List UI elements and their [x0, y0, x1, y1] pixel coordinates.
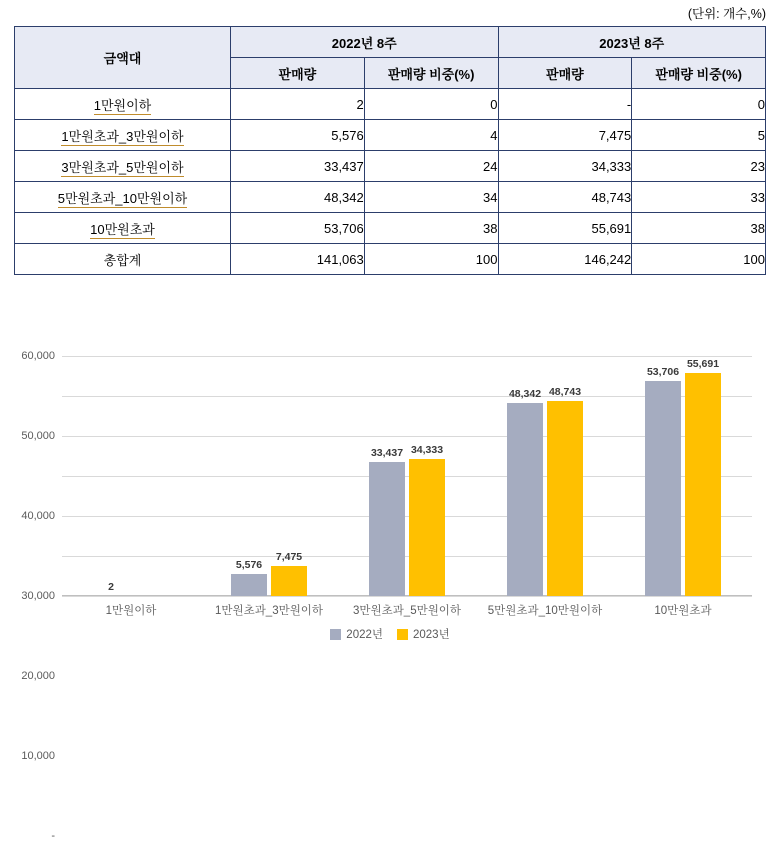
- y-axis-tick-label: 40,000: [21, 510, 55, 522]
- column-group-header-2022: 2022년 8주: [231, 27, 499, 58]
- y-axis-tick-label: 50,000: [21, 430, 55, 442]
- table-row: [15, 182, 766, 213]
- chart-bar-value-label: 48,342: [508, 387, 542, 400]
- table-row: [15, 120, 766, 151]
- column-group-header-2023: 2023년 8주: [498, 27, 766, 58]
- chart-bar-value-label: 48,743: [548, 386, 582, 399]
- cell-2023-volume: 7,475: [498, 120, 632, 151]
- legend-item[interactable]: [397, 626, 450, 642]
- cell-2022-share: 4: [364, 120, 498, 151]
- cell-2023-volume: 146,242: [498, 244, 632, 275]
- chart-bar-pair: [62, 356, 200, 596]
- cell-2022-share: 0: [364, 89, 498, 120]
- column-header-2023-share: 판매량 비중(%): [632, 58, 766, 89]
- bar-chart: [0, 344, 780, 842]
- table-row: [15, 89, 766, 120]
- cell-2023-share: 33: [632, 182, 766, 213]
- chart-bar[interactable]: [271, 551, 307, 596]
- chart-bar[interactable]: [231, 558, 267, 596]
- cell-2023-share: 0: [632, 89, 766, 120]
- y-axis-tick-label: 10,000: [21, 750, 55, 762]
- sales-table-container: [14, 26, 766, 275]
- table-head: [15, 27, 766, 89]
- chart-bar-pair: [200, 356, 338, 596]
- legend-item[interactable]: [330, 626, 383, 642]
- table-row: [15, 151, 766, 182]
- column-header-2022-share: 판매량 비중(%): [364, 58, 498, 89]
- chart-category-group: [614, 356, 752, 617]
- row-category-label: 1만원초과_3만원이하: [61, 128, 184, 144]
- cell-2022-share: 34: [364, 182, 498, 213]
- column-header-category: 금액대: [15, 27, 231, 89]
- chart-bar-value-label: 2: [108, 581, 114, 593]
- chart-bar[interactable]: [507, 387, 543, 596]
- cell-2022-share: 24: [364, 151, 498, 182]
- cell-2022-volume: 48,342: [231, 182, 365, 213]
- row-category: [15, 151, 231, 182]
- cell-2023-share: 23: [632, 151, 766, 182]
- column-header-2022-volume: 판매량: [231, 58, 365, 89]
- row-category-label: 3만원초과_5만원이하: [61, 159, 184, 175]
- chart-bar-value-label: 7,475: [275, 551, 303, 564]
- row-category: [15, 182, 231, 213]
- cell-2023-volume: 48,743: [498, 182, 632, 213]
- cell-2023-volume: 55,691: [498, 213, 632, 244]
- table-body: [15, 89, 766, 275]
- chart-category-group: [338, 356, 476, 617]
- legend-swatch: [397, 629, 408, 640]
- chart-bar[interactable]: [409, 443, 445, 596]
- y-axis-tick-label: -: [51, 830, 55, 842]
- chart-bar-pair: [614, 356, 752, 596]
- cell-2023-share: 5: [632, 120, 766, 151]
- row-category: [15, 89, 231, 120]
- row-category-label: 10만원초과: [90, 221, 155, 237]
- chart-bar-value-label: 55,691: [686, 358, 720, 371]
- chart-bar-value-label: 5,576: [235, 558, 263, 571]
- cell-2022-volume: 5,576: [231, 120, 365, 151]
- x-axis-category-label: 5만원초과_10만원이하: [487, 605, 603, 617]
- legend-label: 2023년: [413, 629, 450, 641]
- cell-2022-volume: 33,437: [231, 151, 365, 182]
- y-axis-tick-label: 20,000: [21, 670, 55, 682]
- row-category: [15, 120, 231, 151]
- cell-2022-volume: 53,706: [231, 213, 365, 244]
- y-axis-tick-label: 60,000: [21, 350, 55, 362]
- cell-2022-share: 100: [364, 244, 498, 275]
- sales-table: [14, 26, 766, 275]
- cell-2022-volume: 2: [231, 89, 365, 120]
- chart-bar-value-label: 33,437: [370, 447, 404, 460]
- chart-category-group: [476, 356, 614, 617]
- chart-bar[interactable]: [369, 447, 405, 596]
- chart-category-group: [62, 356, 200, 617]
- row-category-label: 5만원초과_10만원이하: [57, 190, 188, 206]
- chart-bar[interactable]: [645, 366, 681, 596]
- x-axis-category-label: 1만원초과_3만원이하: [214, 605, 324, 617]
- table-total-row: [15, 244, 766, 275]
- chart-bar-value-label: 53,706: [646, 366, 680, 379]
- column-header-2023-volume: 판매량: [498, 58, 632, 89]
- chart-bar-value-label: 34,333: [410, 443, 444, 456]
- unit-note: (단위: 개수,%): [687, 7, 766, 21]
- cell-2023-share: 38: [632, 213, 766, 244]
- cell-2023-volume: 34,333: [498, 151, 632, 182]
- table-row: [15, 213, 766, 244]
- chart-legend: [0, 626, 780, 642]
- chart-bar-pair: [338, 356, 476, 596]
- legend-label: 2022년: [346, 629, 383, 641]
- cell-2022-volume: 141,063: [231, 244, 365, 275]
- x-axis-category-label: 3만원초과_5만원이하: [352, 605, 462, 617]
- table-head-row-1: [15, 27, 766, 58]
- cell-2022-share: 38: [364, 213, 498, 244]
- y-axis-tick-label: 30,000: [21, 590, 55, 602]
- row-category-label: 총합계: [103, 252, 142, 268]
- row-category-label: 1만원이하: [93, 97, 152, 113]
- chart-bar[interactable]: [547, 386, 583, 596]
- legend-swatch: [330, 629, 341, 640]
- row-category: [15, 244, 231, 275]
- cell-2023-share: 100: [632, 244, 766, 275]
- x-axis-category-label: 1만원이하: [105, 605, 157, 617]
- cell-2023-volume: -: [498, 89, 632, 120]
- chart-bar-pair: [476, 356, 614, 596]
- chart-bar[interactable]: [685, 358, 721, 596]
- x-axis-category-label: 10만원초과: [654, 605, 712, 617]
- row-category: [15, 213, 231, 244]
- chart-category-group: [200, 356, 338, 617]
